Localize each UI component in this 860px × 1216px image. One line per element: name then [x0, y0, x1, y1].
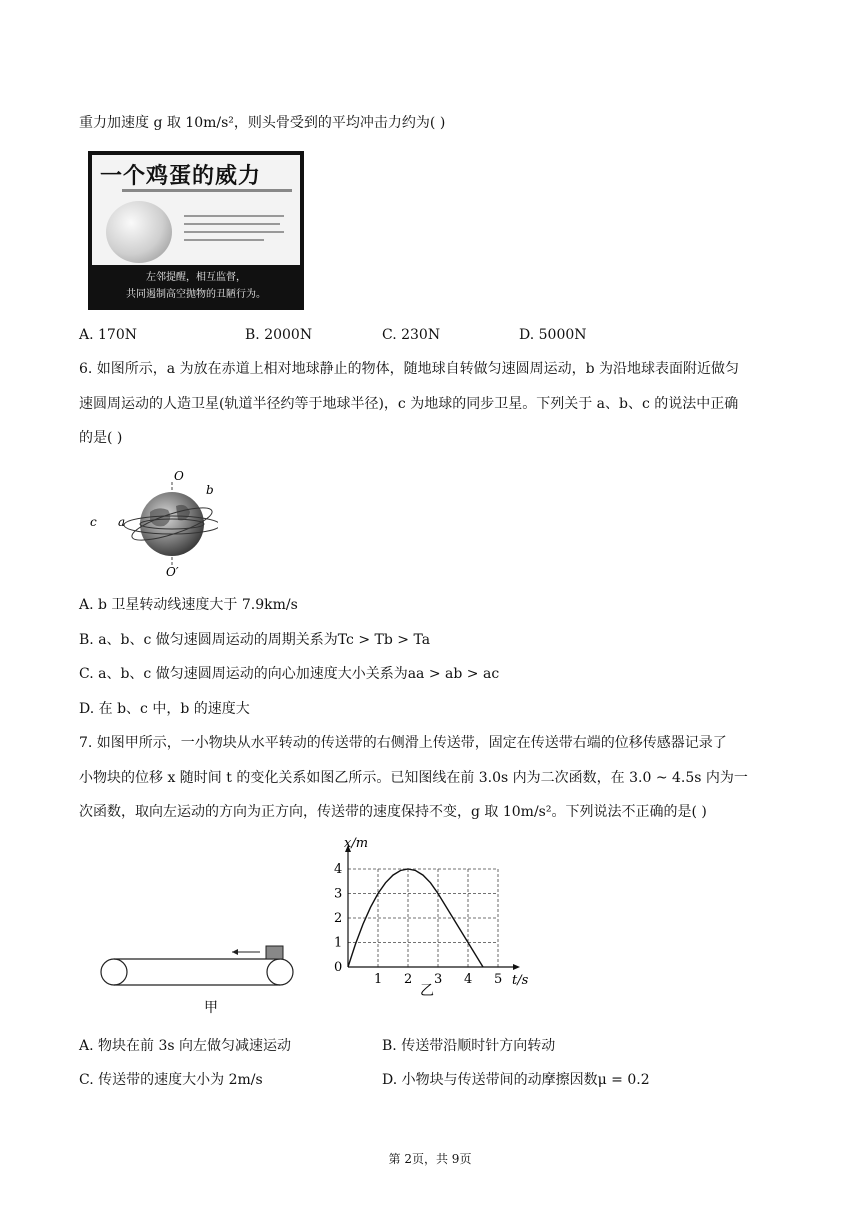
x-tick-label-2: 2	[404, 972, 413, 987]
q5-option-d: D. 5000N	[519, 327, 587, 343]
x-tick-label-1: 1	[374, 972, 383, 987]
x-tick-label-3: 3	[434, 972, 443, 987]
x-tick-label-4: 4	[464, 972, 473, 987]
q6-option-c: C. a、b、c 做匀速圆周运动的向心加速度大小关系为aa > ab > ac	[79, 666, 500, 682]
earth-icon	[140, 492, 204, 556]
label-o-prime: O′	[166, 565, 179, 579]
q7-stem-line3: 次函数，取向左运动的方向为正方向，传送带的速度保持不变，g 取 10m/s²。下列说法不正确的是( )	[79, 804, 707, 820]
xt-chart	[320, 835, 560, 1000]
fig-jia-label: 甲	[204, 1000, 218, 1016]
egg-poster-image	[88, 151, 304, 310]
y-tick-label-1: 1	[334, 935, 343, 951]
label-c: c	[90, 515, 97, 529]
q6-option-a: A. b 卫星转动线速度大于 7.9km/s	[79, 597, 298, 613]
q6-stem-line2: 速圆周运动的人造卫星(轨道半径约等于地球半径)，c 为地球的同步卫星。下列关于 a、b、c 的说法中正确	[79, 396, 739, 412]
q7-option-c: C. 传送带的速度大小为 2m/s	[79, 1072, 263, 1088]
left-pulley	[101, 959, 127, 985]
poster-title: 一个鸡蛋的威力	[100, 164, 262, 189]
fig-yi-label: 乙	[420, 983, 434, 999]
y-tick-label-4: 4	[334, 862, 343, 877]
label-b: b	[206, 483, 214, 497]
x-tick-label-0: 0	[334, 960, 343, 975]
label-o: O	[174, 469, 184, 483]
earth-satellite-diagram	[88, 468, 218, 583]
q7-option-d: D. 小物块与传送带间的动摩擦因数μ = 0.2	[382, 1072, 650, 1088]
page-footer: 第 2页，共 9页	[388, 1152, 472, 1166]
q6-option-b: B. a、b、c 做匀速圆周运动的周期关系为Tc > Tb > Ta	[79, 632, 431, 648]
x-axis-label: t/s	[512, 973, 529, 988]
q6-stem-line1: 6. 如图所示，a 为放在赤道上相对地球静止的物体，随地球自转做匀速圆周运动，b 为沿地球表面附近做匀	[79, 361, 740, 377]
block	[266, 946, 283, 959]
q6-option-d: D. 在 b、c 中，b 的速度大	[79, 701, 250, 717]
q6-stem-line3: 的是( )	[79, 430, 123, 446]
q5-option-b: B. 2000N	[245, 327, 313, 343]
y-tick-label-3: 3	[334, 886, 343, 902]
label-a: a	[118, 515, 126, 529]
q5-stem-tail: 重力加速度 g 取 10m/s²，则头骨受到的平均冲击力约为( )	[79, 115, 446, 131]
q7-stem-line1: 7. 如图甲所示，一小物块从水平转动的传送带的右侧滑上传送带，固定在传送带右端的位移传感器记录了	[79, 735, 727, 751]
q7-option-a: A. 物块在前 3s 向左做匀减速运动	[79, 1038, 292, 1054]
q7-option-b: B. 传送带沿顺时针方向转动	[382, 1038, 556, 1054]
poster-bottom-line2: 共同遏制高空抛物的丑陋行为。	[126, 289, 266, 300]
q7-stem-line2: 小物块的位移 x 随时间 t 的变化关系如图乙所示。已知图线在前 3.0s 内为二次函数，在 3.0 ~ 4.5s 内为一	[79, 770, 748, 786]
x-tick-label-5: 5	[494, 972, 503, 987]
q5-option-c: C. 230N	[382, 327, 441, 343]
right-pulley	[267, 959, 293, 985]
poster-bottom-line1: 左邻提醒，相互监督，	[146, 272, 246, 283]
egg-icon	[106, 201, 172, 263]
x-axis-arrow	[513, 964, 520, 970]
q5-option-a: A. 170N	[79, 327, 137, 343]
conveyor-belt-diagram	[96, 940, 306, 1020]
y-tick-label-2: 2	[334, 911, 343, 926]
y-axis-label: x/m	[344, 836, 369, 851]
